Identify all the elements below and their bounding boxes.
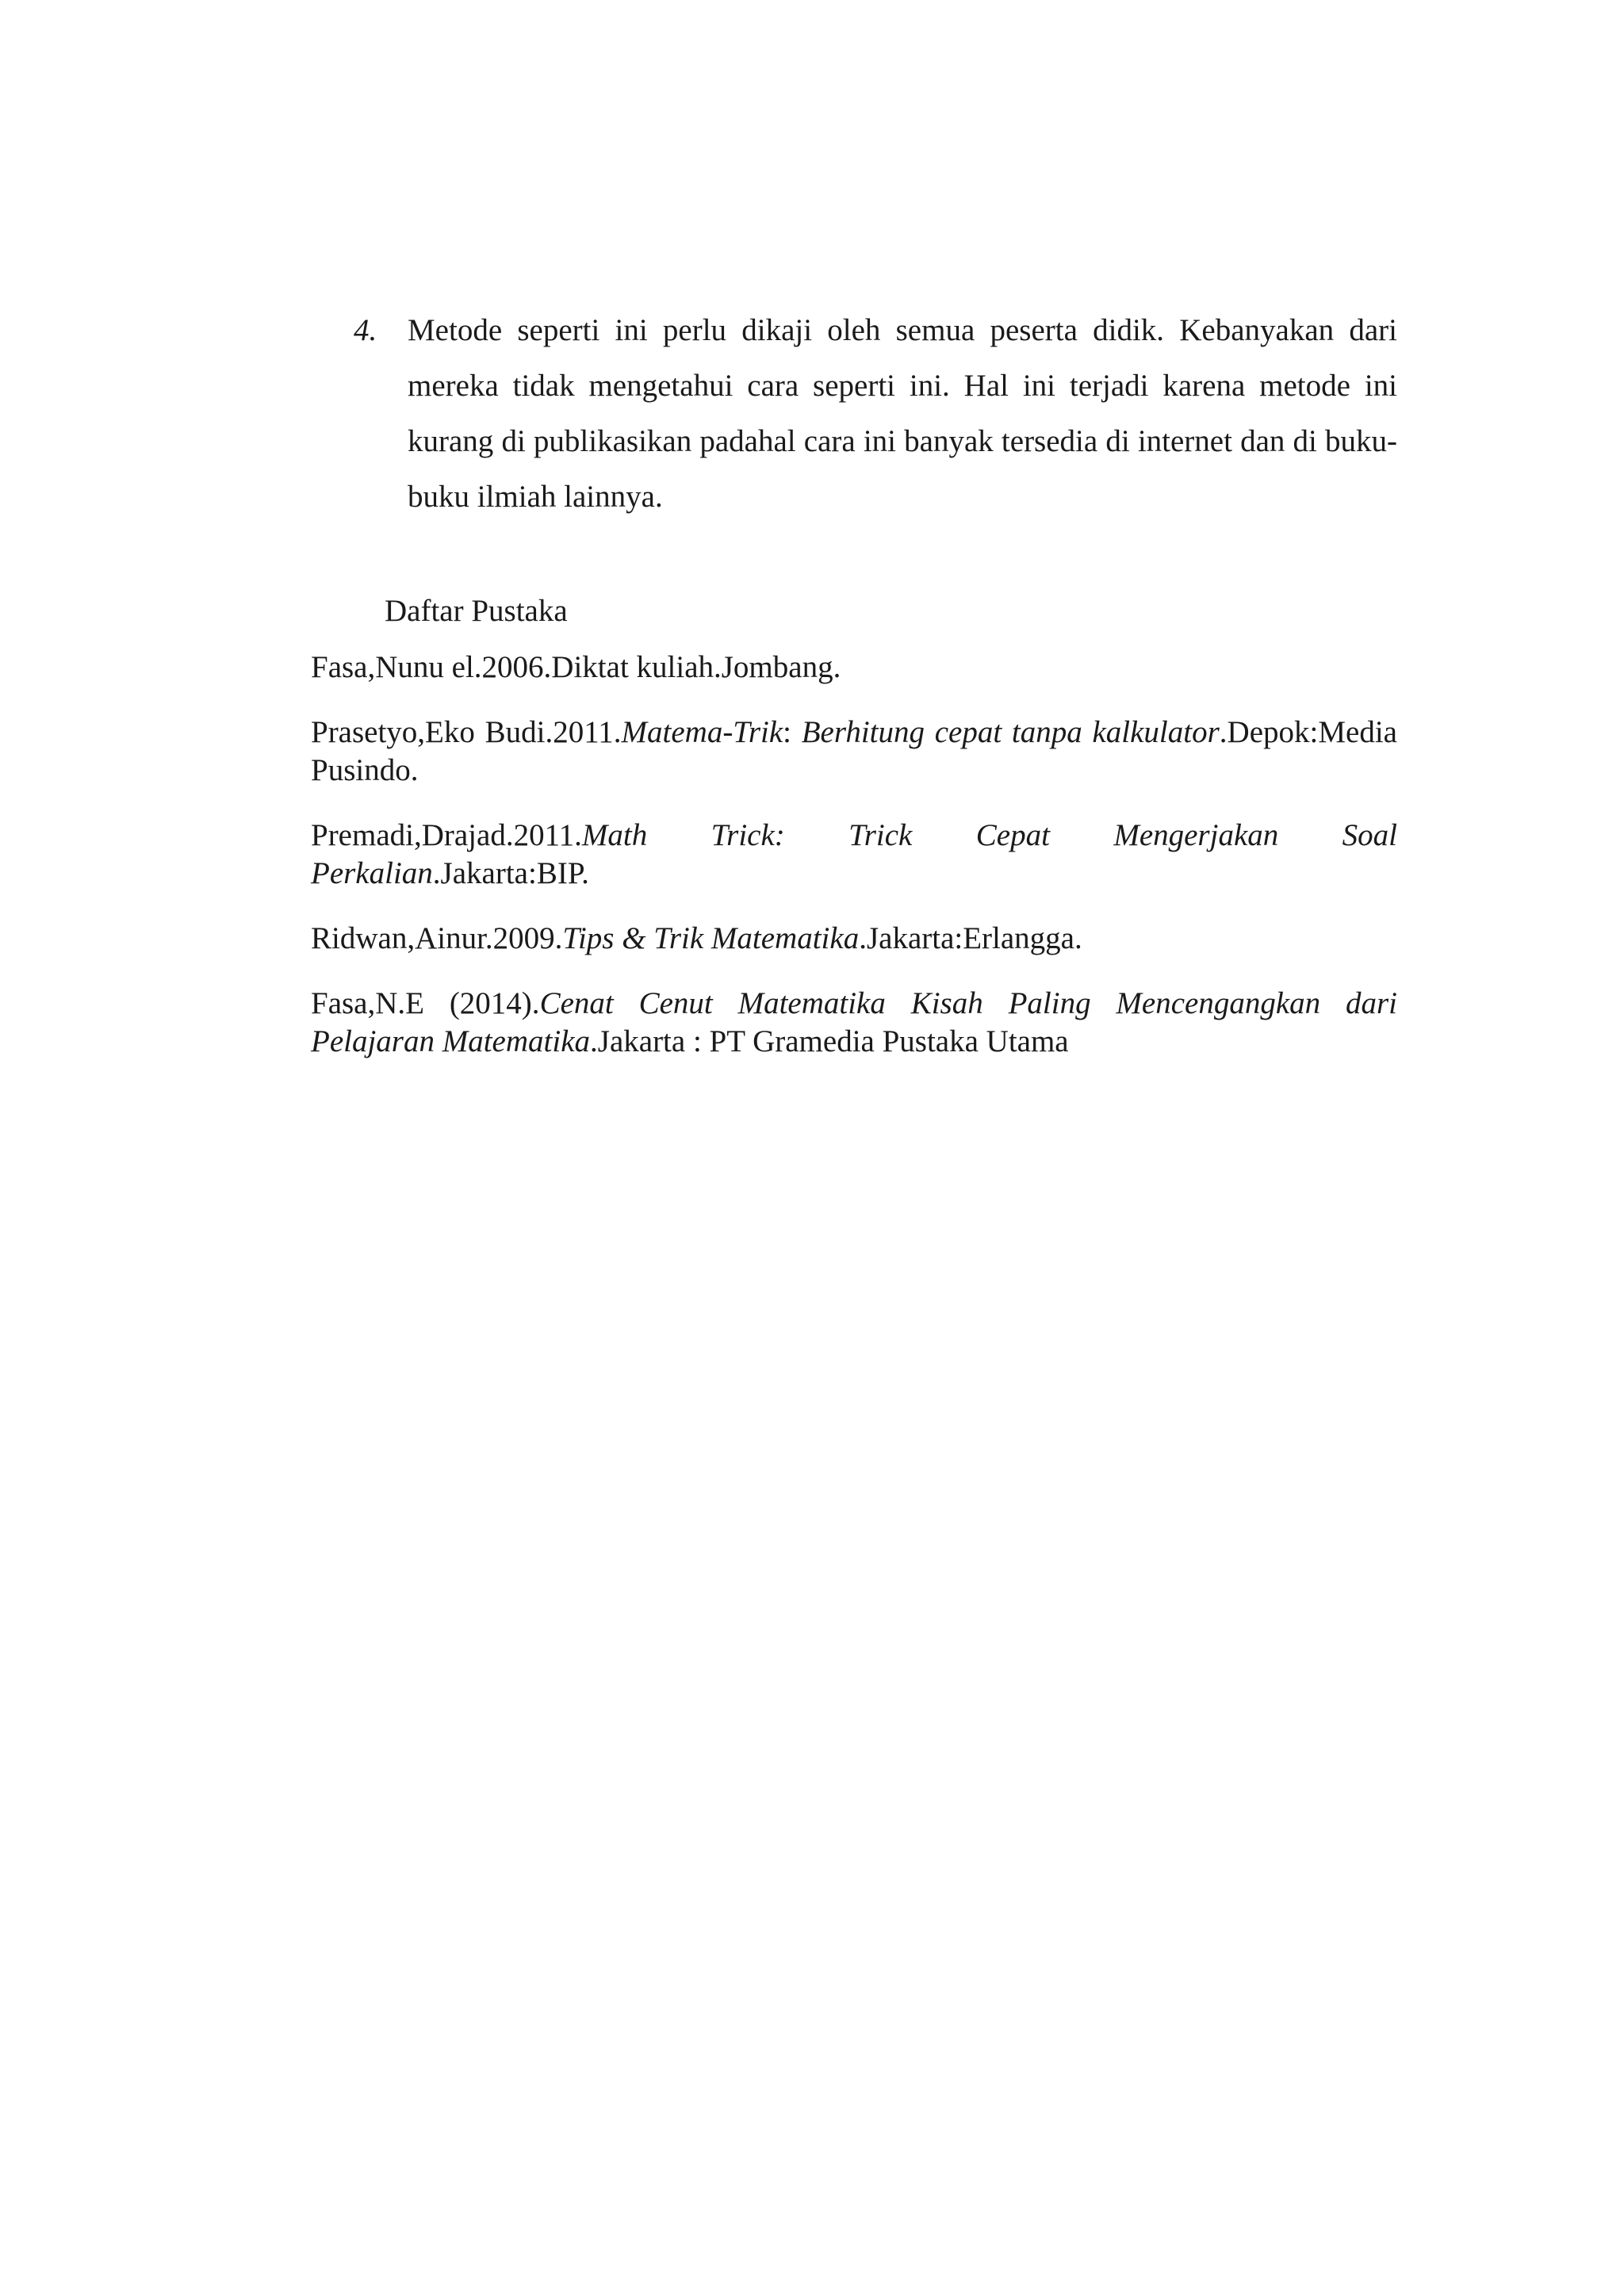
- reference-2-author: Prasetyo,Eko Budi.2011.: [311, 715, 622, 749]
- reference-3-publisher: .Jakarta:BIP.: [432, 856, 589, 890]
- reference-list: [311, 649, 1397, 1088]
- reference-4-author: Ridwan,Ainur.2009.: [311, 921, 563, 955]
- references-heading: Daftar Pustaka: [385, 594, 568, 628]
- list-item-number: 4.: [354, 313, 377, 347]
- reference-entry-1: [311, 649, 1397, 687]
- reference-2-subtitle: Berhitung cepat tanpa kalkulator: [801, 715, 1220, 749]
- reference-4-title: Tips & Trik Matematika: [562, 921, 860, 955]
- reference-4-publisher: .Jakarta:Erlangga.: [859, 921, 1082, 955]
- reference-entry-4: [311, 920, 1397, 958]
- list-item-text: Metode seperti ini perlu dikaji oleh semua peserta didik. Kebanyakan dari mereka tidak mengetahui cara seperti ini. Hal ini terjadi karena metode ini kurang di publikasikan padahal cara ini banyak tersedia di internet dan di buku-buku ilmiah lainnya.: [408, 313, 1397, 514]
- reference-1-text: Fasa,Nunu el.2006.Diktat kuliah.Jombang.: [311, 650, 841, 684]
- reference-5-title: Cenat Cenut Matematika Kisah Paling Mencengangkan dari Pelajaran Matematika: [311, 986, 1398, 1058]
- reference-3-title: Math Trick: Trick Cepat Mengerjakan Soal Perkalian: [311, 818, 1397, 890]
- reference-2-separator: :: [783, 715, 802, 749]
- reference-2-title: Matema-Trik: [621, 715, 783, 749]
- reference-entry-5: [311, 985, 1397, 1061]
- reference-5-author: Fasa,N.E (2014).: [311, 986, 540, 1020]
- reference-entry-2: [311, 714, 1397, 790]
- reference-entry-3: [311, 817, 1397, 893]
- reference-3-author: Premadi,Drajad.2011.: [311, 818, 582, 852]
- reference-2-publisher: .Depok:Media Pusindo.: [311, 715, 1397, 787]
- reference-5-publisher: .Jakarta : PT Gramedia Pustaka Utama: [590, 1024, 1069, 1058]
